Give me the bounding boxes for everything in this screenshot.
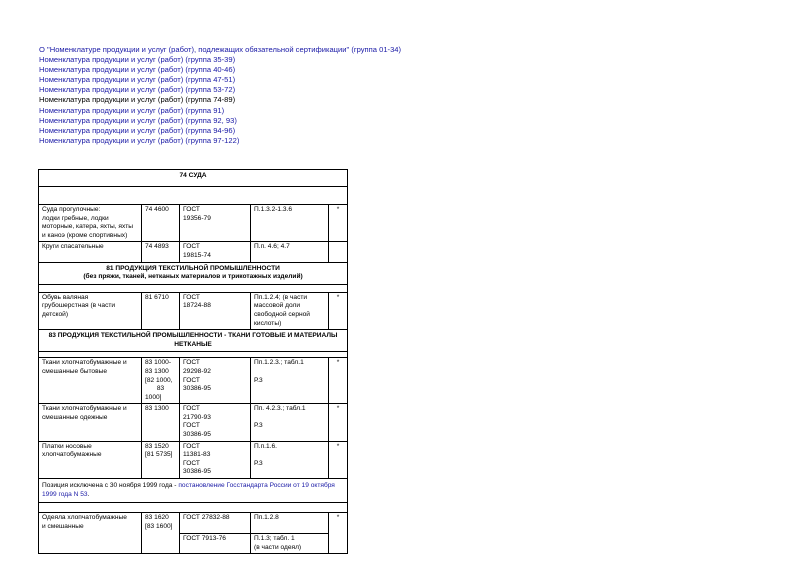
section-83-title: 83 ПРОДУКЦИЯ ТЕКСТИЛЬНОЙ ПРОМЫШЛЕННОСТИ - ТКАНИ ГОТОВЫЕ И МАТЕРИАЛЫ НЕТКАНЫЕ: [39, 330, 348, 352]
standard-ref: ГОСТ 19815-74: [180, 242, 251, 262]
product-code: 74 4600: [142, 205, 180, 242]
doc-link-74-89-current: Номенклатура продукции и услуг (работ) (группа 74-89): [39, 95, 236, 105]
mark: [329, 242, 348, 262]
resolution-link[interactable]: постановление Госстандарта России от 19 октября 1999 года N 53: [42, 482, 335, 498]
doc-link-91[interactable]: Номенклатура продукции и услуг (работ) (группа 91): [39, 105, 225, 115]
section-header-row: [39, 330, 348, 352]
standard-ref: ГОСТ 21790-93 ГОСТ 30386-95: [180, 404, 251, 441]
doc-link-40-46[interactable]: Номенклатура продукции и услуг (работ) (группа 40-46): [39, 65, 236, 75]
exclusion-note-row: [39, 479, 348, 503]
related-documents-list: [39, 45, 401, 146]
standard-ref: ГОСТ 29298-92 ГОСТ 30386-95: [180, 358, 251, 404]
product-code: 83 1300: [142, 404, 180, 441]
product-name: Платки носовые хлопчатобумажные: [39, 441, 142, 478]
certification-table: [38, 169, 348, 554]
product-name: Круги спасательные: [39, 242, 142, 262]
mark: *: [329, 205, 348, 242]
product-code: 83 1520 [81 5735]: [142, 441, 180, 478]
requirement-points: П.п. 4.6; 4.7: [251, 242, 329, 262]
mark: *: [329, 292, 348, 329]
requirement-points: П.1.3; табл. 1 (в части одеял): [251, 534, 329, 554]
product-name: Обувь валяная грубошерстная (в части детской): [39, 292, 142, 329]
table-row: [39, 358, 348, 404]
product-name: Ткани хлопчатобумажные и смешанные одежные: [39, 404, 142, 441]
doc-link-94-96[interactable]: Номенклатура продукции и услуг (работ) (группа 94-96): [39, 125, 236, 135]
table-row: [39, 441, 348, 478]
product-code: 83 1000- 83 1300 [82 1000, 83 1000]: [142, 358, 180, 404]
doc-link-35-39[interactable]: Номенклатура продукции и услуг (работ) (группа 35-39): [39, 55, 236, 65]
requirement-points: Пп. 4.2.3.; табл.1 Р.3: [251, 404, 329, 441]
table-row: [39, 205, 348, 242]
requirement-points: П.п.1.6. Р.3: [251, 441, 329, 478]
doc-link-92-93[interactable]: Номенклатура продукции и услуг (работ) (группа 92, 93): [39, 115, 237, 125]
standard-ref: ГОСТ 19356-79: [180, 205, 251, 242]
product-name: Суда прогулочные: лодки гребные, лодки моторные, катера, яхты, яхты и каноэ (кроме спортивных): [39, 205, 142, 242]
requirement-points: Пп.1.2.4; (в части массовой доли свободной серной кислоты): [251, 292, 329, 329]
exclusion-note: Позиция исключена с 30 ноября 1999 года - постановление Госстандарта России от 19 октября 1999 года N 53.: [39, 479, 348, 503]
doc-link-01-34[interactable]: О "Номенклатуре продукции и услуг (работ), подлежащих обязательной сертификации" (группа 01-34): [39, 45, 402, 54]
standard-ref: ГОСТ 18724-88: [180, 292, 251, 329]
mark: *: [329, 513, 348, 554]
product-code: 74 4893: [142, 242, 180, 262]
section-header-row: [39, 262, 348, 284]
requirement-points: Пп.1.2.8: [251, 513, 329, 534]
standard-ref: ГОСТ 7913-76: [180, 534, 251, 554]
product-code: 83 1620 [83 1600]: [142, 513, 180, 554]
section-74-title: 74 СУДА: [39, 170, 348, 187]
section-header-row: [39, 170, 348, 187]
product-code: 81 6710: [142, 292, 180, 329]
doc-link-47-51[interactable]: Номенклатура продукции и услуг (работ) (группа 47-51): [39, 75, 236, 85]
standard-ref: ГОСТ 27832-88: [180, 513, 251, 534]
doc-link-97-122[interactable]: Номенклатура продукции и услуг (работ) (группа 97-122): [39, 135, 240, 145]
requirement-points: П.1.3.2-1.3.6: [251, 205, 329, 242]
table-row: [39, 404, 348, 441]
mark: *: [329, 358, 348, 404]
product-name: Ткани хлопчатобумажные и смешанные бытовые: [39, 358, 142, 404]
standard-ref: ГОСТ 11381-83 ГОСТ 30386-95: [180, 441, 251, 478]
mark: *: [329, 404, 348, 441]
section-81-title: 81 ПРОДУКЦИЯ ТЕКСТИЛЬНОЙ ПРОМЫШЛЕННОСТИ (без пряжи, тканей, нетканых материалов и трикотажных изделий): [39, 262, 348, 284]
table-row: [39, 513, 348, 534]
doc-link-53-72[interactable]: Номенклатура продукции и услуг (работ) (группа 53-72): [39, 85, 236, 95]
table-row: [39, 292, 348, 329]
table-row: [39, 242, 348, 262]
requirement-points: Пп.1.2.3.; табл.1 Р.3: [251, 358, 329, 404]
mark: *: [329, 441, 348, 478]
product-name: Одеяла хлопчатобумажные и смешанные: [39, 513, 142, 554]
